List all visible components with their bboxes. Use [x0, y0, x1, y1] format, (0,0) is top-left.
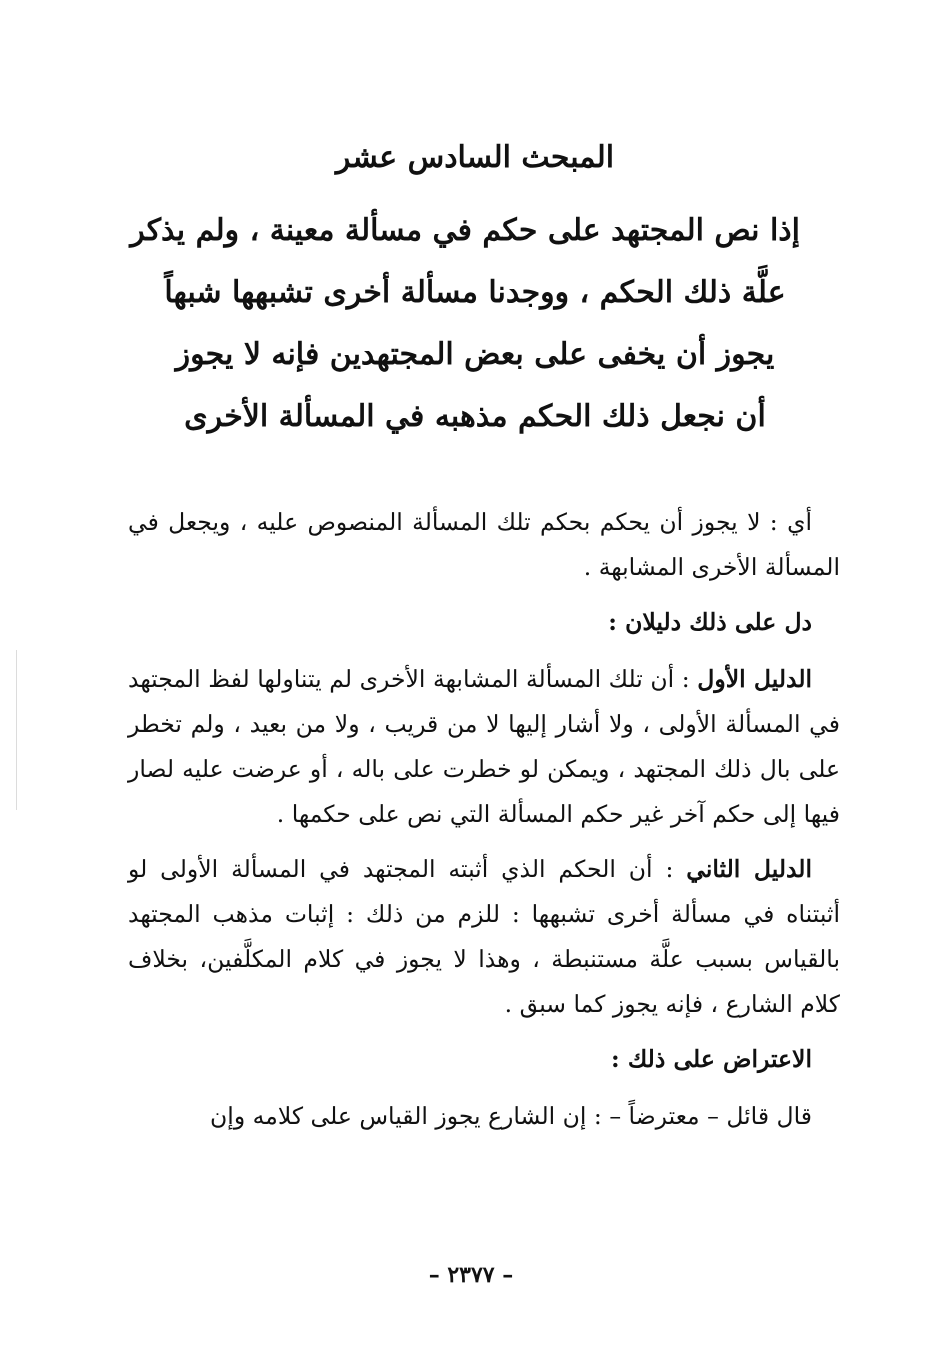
evidence-intro: دل على ذلك دليلان :	[608, 608, 812, 636]
evidence-1-label: الدليل الأول	[697, 665, 813, 693]
heading-line-1: إذا نص المجتهد على حكم في مسألة معينة ، ولم يذكر	[130, 213, 800, 248]
evidence-2-text: : أن الحكم الذي أثبته المجتهد في المسألة الأولى لو أثبتناه في مسألة أخرى تشبهها : للزم من ذلك : إثبات مذهب المجتهد بالقياس بسبب علَّة مستنبطة ، وهذا لا يجوز في كلام المكلَّفين، بخلاف كلام الشارع ، فإنه يجوز كما سبق .	[128, 855, 840, 1018]
scan-margin-line	[16, 650, 17, 810]
evidence-1-paragraph	[128, 657, 840, 837]
evidence-2-paragraph	[128, 847, 840, 1027]
objection-paragraph: قال قائل – معترضاً – : إن الشارع يجوز القياس على كلامه وإن	[210, 1102, 812, 1130]
body-text	[128, 500, 840, 1149]
page-number: – ٢٣٧٧ –	[428, 1262, 514, 1288]
evidence-1-text: : أن تلك المسألة المشابهة الأخرى لم يتناولها لفظ المجتهد في المسألة الأولى ، ولا أشار إليها لا من قريب ، ولا من بعيد ، ولم تخطر على بال ذلك المجتهد ، ويمكن لو خطرت على باله ، أو عرضت عليه لصار فيها إلى حكم آخر غير حكم المسألة التي نص على حكمها .	[128, 665, 840, 828]
section-heading-block	[130, 138, 800, 448]
heading-line-2: علَّة ذلك الحكم ، ووجدنا مسألة أخرى تشبهها شبهاً	[164, 275, 786, 310]
objection-title: الاعتراض على ذلك :	[611, 1045, 812, 1073]
heading-line-4: أن نجعل ذلك الحكم مذهبه في المسألة الأخرى	[184, 399, 766, 434]
heading-line-3: يجوز أن يخفى على بعض المجتهدين فإنه لا يجوز	[175, 337, 775, 372]
explanation-paragraph: أي : لا يجوز أن يحكم بحكم تلك المسألة المنصوص عليه ، ويجعل في المسألة الأخرى المشابهة .	[128, 508, 840, 581]
evidence-2-label: الدليل الثاني	[686, 855, 812, 883]
section-title: المبحث السادس عشر	[335, 140, 615, 175]
